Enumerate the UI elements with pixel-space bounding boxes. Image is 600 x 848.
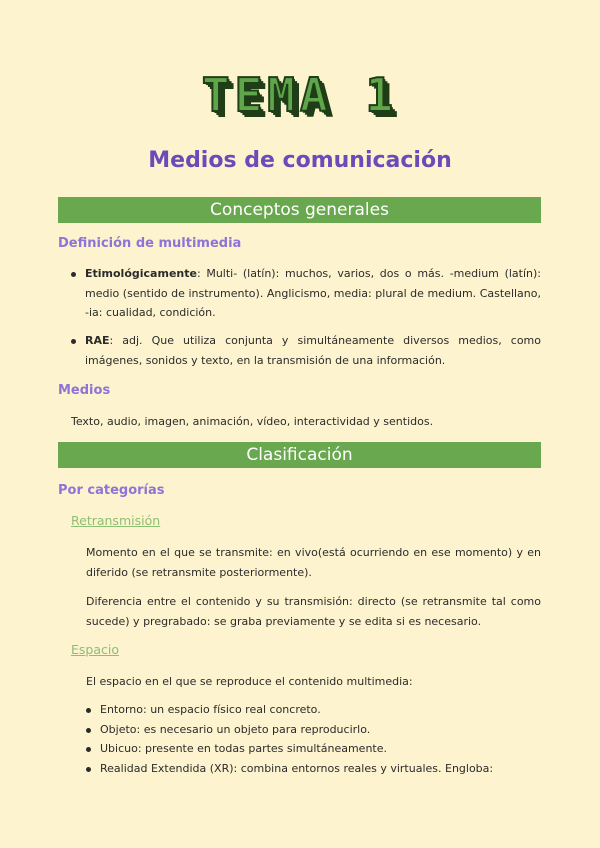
retransmision-p2: Diferencia entre el contenido y su transmisión: directo (se retransmite tal como sucede) y pregrabado: se graba previamente y se edita si es necesario. — [86, 595, 541, 628]
bullet-icon — [71, 339, 76, 344]
subheading-retransmision: Retransmisión — [71, 513, 161, 528]
espacio-intro: El espacio en el que se reproduce el contenido multimedia: — [86, 675, 413, 688]
heading-categorias: Por categorías — [58, 483, 165, 498]
list-item-text: Objeto: es necesario un objeto para reproducirlo. — [100, 722, 371, 736]
subheading-espacio: Espacio — [71, 642, 119, 657]
list-item — [100, 720, 541, 740]
definicion-list — [85, 264, 541, 323]
tema-title: TEMA 1 — [201, 68, 399, 122]
bullet-icon — [86, 708, 91, 713]
list-item — [100, 739, 541, 759]
term-text: : adj. Que utiliza conjunta y simultáneamente diversos medios, como imágenes, sonidos y texto, en la transmisión de una información. — [85, 334, 541, 367]
term-label: RAE — [85, 334, 110, 347]
retransmision-p1: Momento en el que se transmite: en vivo(está ocurriendo en ese momento) y en diferido (se retransmite posteriormente). — [86, 546, 541, 579]
term-label: Etimológicamente — [85, 267, 197, 280]
list-item-text: Ubicuo: presente en todas partes simultáneamente. — [100, 742, 387, 755]
bullet-icon — [86, 747, 91, 752]
bullet-icon — [71, 272, 76, 277]
list-item — [85, 264, 541, 323]
list-item — [100, 700, 541, 720]
list-item-text: Entorno: un espacio físico real concreto. — [100, 703, 321, 716]
medios-text: Texto, audio, imagen, animación, vídeo, interactividad y sentidos. — [71, 415, 434, 428]
list-item-text: Realidad Extendida (XR): combina entornos reales y virtuales. Engloba: — [100, 761, 494, 775]
section-band-clasificacion: Clasificación — [58, 442, 541, 468]
bullet-icon — [86, 767, 91, 772]
section-band-conceptos: Conceptos generales — [58, 197, 541, 223]
definicion-list-rae — [85, 331, 541, 370]
page-title: Medios de comunicación — [148, 148, 452, 173]
espacio-list — [100, 700, 541, 778]
list-item — [100, 759, 541, 779]
bullet-icon — [86, 728, 91, 733]
heading-medios: Medios — [58, 383, 111, 398]
heading-definicion: Definición de multimedia — [58, 236, 242, 251]
list-item — [85, 331, 541, 370]
term-text: : Multi- (latín): muchos, varios, dos o más. -medium (latín): medio (sentido de instrumento). Anglicismo, media: plural de medium. Castellano, -ia: cualidad, condición. — [85, 267, 541, 319]
